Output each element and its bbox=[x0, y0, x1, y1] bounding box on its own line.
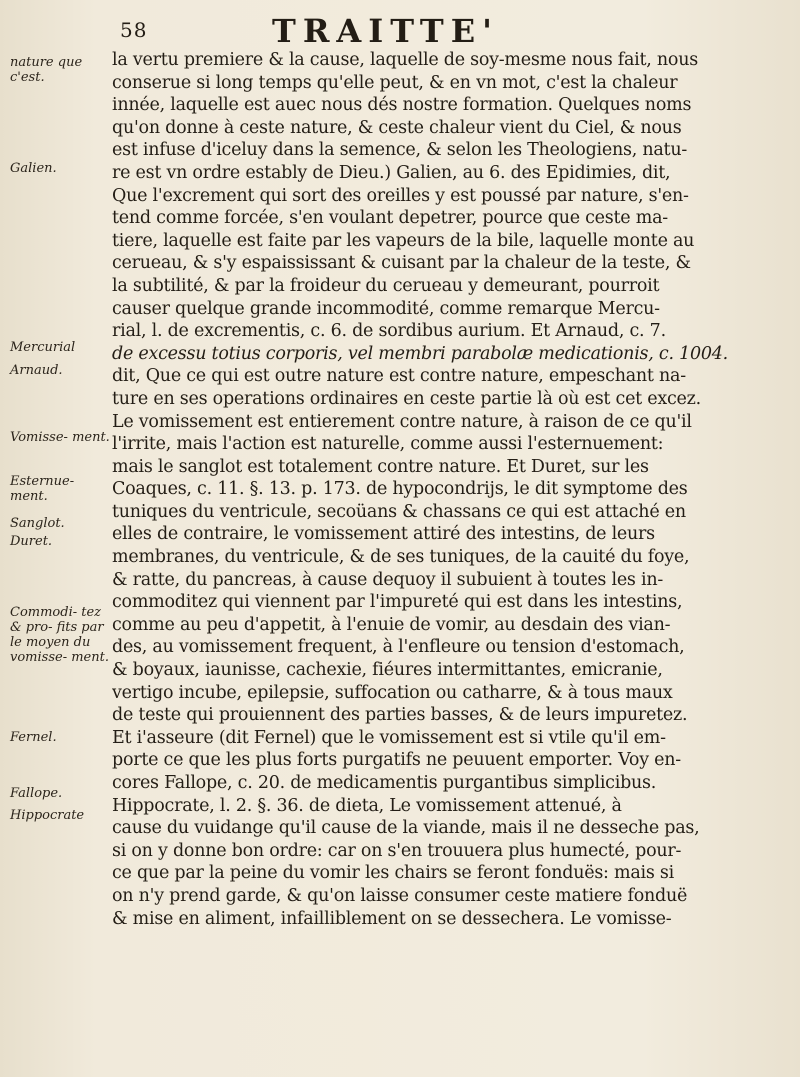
text-line: on n'y prend garde, & qu'on laisse consumer ceste matiere fonduë bbox=[112, 885, 688, 906]
text-line: tuniques du ventricule, secoüans & chassans ce qui est attaché en bbox=[112, 501, 686, 522]
margin-note-nature: nature que c'est. bbox=[10, 55, 83, 85]
text-line: membranes, du ventricule, & de ses tuniques, de la cauité du foye, bbox=[112, 547, 690, 568]
text-line: ce que par la peine du vomir les chairs se feront fonduës: mais si bbox=[112, 863, 674, 884]
text-line: cores Fallope, c. 20. de medicamentis purgantibus simplicibus. bbox=[112, 773, 657, 793]
page-number: 58 bbox=[120, 18, 148, 42]
text-line: la subtilité, & par la froideur du cerueau y demeurant, pourroit bbox=[112, 275, 660, 296]
text-line: si on y donne bon ordre: car on s'en trouuera plus humecté, pour- bbox=[112, 840, 682, 861]
text-line: Coaques, c. 11. §. 13. p. 173. de hypocondrijs, le dit symptome des bbox=[112, 479, 688, 500]
text-line: Hippocrate, l. 2. §. 36. de dieta, Le vomissement attenué, à bbox=[112, 795, 622, 816]
text-line: la vertu premiere & la cause, laquelle de soy-mesme nous fait, nous bbox=[112, 50, 698, 70]
text-line: dit, Que ce qui est outre nature est contre nature, empeschant na- bbox=[112, 366, 686, 387]
text-line: qu'on donne à ceste nature, & ceste chaleur vient du Ciel, & nous bbox=[112, 117, 682, 138]
text-line: tend comme forcée, s'en voulant depetrer, pource que ceste ma- bbox=[112, 208, 668, 229]
text-line: de teste qui prouiennent des parties basses, & de leurs impuretez. bbox=[112, 705, 688, 726]
text-line: conserue si long temps qu'elle peut, & en vn mot, c'est la chaleur bbox=[112, 72, 678, 93]
margin-note-galien: Galien. bbox=[10, 161, 57, 176]
margin-note-mercurial: Mercurial bbox=[10, 340, 76, 355]
text-line: Le vomissement est entierement contre nature, à raison de ce qu'il bbox=[112, 411, 692, 432]
margin-note-arnaud: Arnaud. bbox=[10, 363, 63, 378]
text-line: rial, l. de excrementis, c. 6. de sordibus aurium. Et Arnaud, c. 7. bbox=[112, 321, 666, 342]
text-line: commoditez qui viennent par l'impureté qui est dans les intestins, bbox=[112, 592, 683, 613]
text-line: ture en ses operations ordinaires en ceste partie là où est cet excez. bbox=[112, 388, 701, 409]
text-line: re est vn ordre estably de Dieu.) Galien, au 6. des Epidimies, dit, bbox=[112, 162, 671, 183]
margin-note-vomissement: Vomisse- ment. bbox=[10, 430, 110, 445]
text-line: de excessu totius corporis, vel membri parabolæ medicationis, c. 1004. bbox=[112, 343, 728, 364]
text-line: l'irrite, mais l'action est naturelle, comme aussi l'esternuement: bbox=[112, 434, 664, 455]
margin-note-fernel: Fernel. bbox=[10, 730, 57, 745]
margin-note-esternuement: Esternue- ment. bbox=[10, 474, 75, 504]
running-title: TRAITTE' bbox=[272, 12, 499, 50]
text-line: innée, laquelle est auec nous dés nostre formation. Quelques noms bbox=[112, 95, 692, 116]
margin-note-duret: Duret. bbox=[10, 534, 53, 549]
margin-note-fallope: Fallope. bbox=[10, 786, 63, 801]
body-text bbox=[112, 49, 792, 930]
page-header bbox=[0, 10, 800, 54]
text-line: & boyaux, iaunisse, cachexie, fiéures intermittantes, emicranie, bbox=[112, 660, 663, 681]
text-line: & ratte, du pancreas, à cause dequoy il subuient à toutes les in- bbox=[112, 569, 664, 590]
text-line: elles de contraire, le vomissement attiré des intestins, de leurs bbox=[112, 524, 655, 545]
text-line: comme au peu d'appetit, à l'enuie de vomir, au desdain des vian- bbox=[112, 614, 671, 635]
text-line: est infuse d'iceluy dans la semence, & selon les Theologiens, natu- bbox=[112, 140, 688, 161]
text-line: causer quelque grande incommodité, comme remarque Mercu- bbox=[112, 298, 660, 319]
text-line: des, au vomissement frequent, à l'enfleure ou tension d'estomach, bbox=[112, 637, 685, 658]
margin-note-hippocrate: Hippocrate bbox=[10, 808, 85, 823]
text-line: Et i'asseure (dit Fernel) que le vomissement est si vtile qu'il em- bbox=[112, 727, 666, 748]
margin-notes bbox=[0, 0, 112, 1077]
text-line: Que l'excrement qui sort des oreilles y est poussé par nature, s'en- bbox=[112, 185, 689, 206]
text-line: porte ce que les plus forts purgatifs ne peuuent emporter. Voy en- bbox=[112, 750, 681, 771]
text-line: vertigo incube, epilepsie, suffocation ou catharre, & à tous maux bbox=[112, 682, 673, 703]
margin-note-commodites: Commodi- tez & pro- fits par le moyen du vomisse- ment. bbox=[10, 605, 109, 665]
text-line: tiere, laquelle est faite par les vapeurs de la bile, laquelle monte au bbox=[112, 230, 695, 251]
text-line: cerueau, & s'y espaississant & cuisant par la chaleur de la teste, & bbox=[112, 253, 691, 274]
text-line: mais le sanglot est totalement contre nature. Et Duret, sur les bbox=[112, 456, 649, 477]
text-line: cause du vuidange qu'il cause de la viande, mais il ne desseche pas, bbox=[112, 818, 700, 839]
margin-note-sanglot: Sanglot. bbox=[10, 516, 65, 531]
text-line: & mise en aliment, infailliblement on se dessechera. Le vomisse- bbox=[112, 908, 672, 929]
